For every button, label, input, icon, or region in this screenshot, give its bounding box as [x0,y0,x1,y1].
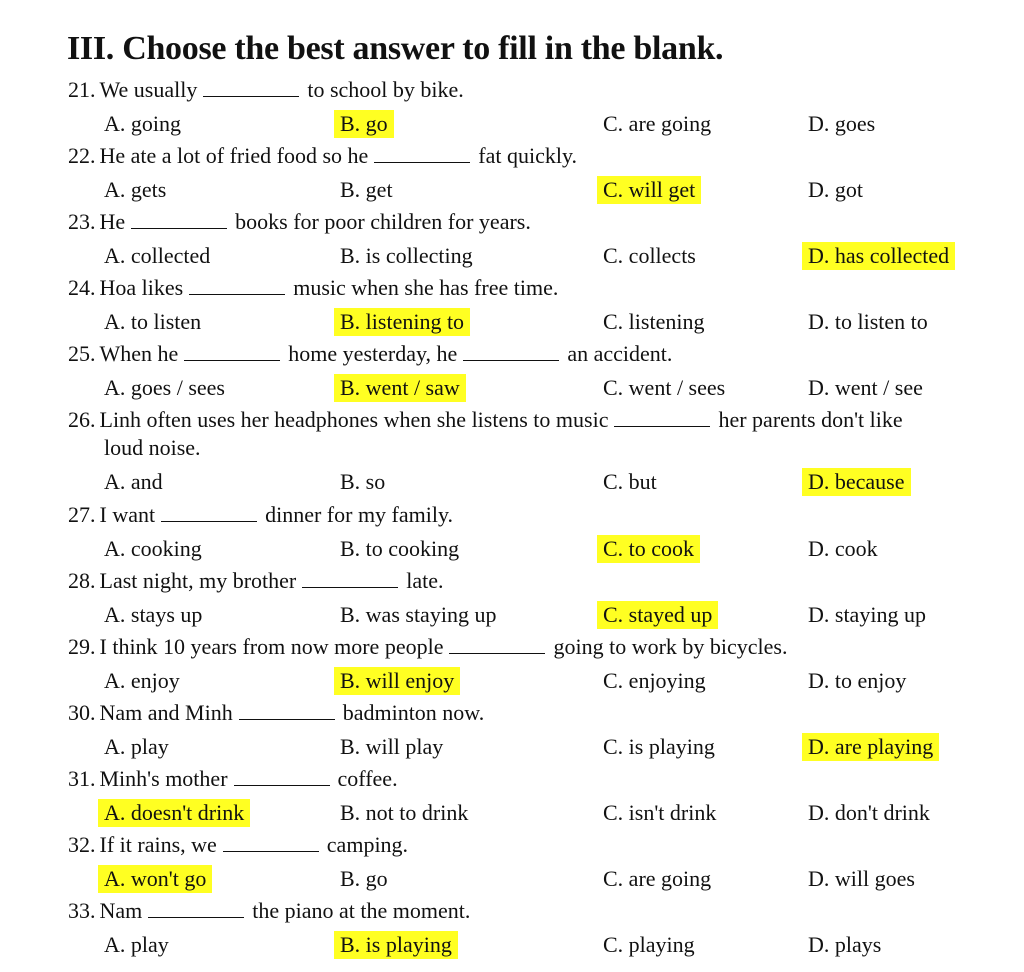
question-text-continuation: loud noise. [104,435,201,460]
question-text: to school by bike. [307,77,464,102]
answer-option: A. and [104,469,163,494]
answer-option: B. not to drink [340,800,469,825]
question-line [68,898,470,924]
question-text: Nam [99,898,143,923]
question-text: Minh's mother [99,766,228,791]
answer-blank [234,771,330,786]
answer-option: D. don't drink [808,800,930,825]
highlighted-answer-option: D. are playing [802,733,939,761]
answer-option: C. went / sees [603,375,726,400]
answer-blank [184,346,280,361]
question-text: an accident. [567,341,673,366]
question-line [68,407,903,433]
answer-option: D. got [808,177,863,202]
question-line [68,341,672,367]
answer-option: C. isn't drink [603,800,717,825]
question-text: badminton now. [342,700,485,725]
answer-option: A. stays up [104,602,203,627]
question-text: When he [99,341,179,366]
answer-option: B. will play [340,734,444,759]
question-number: 22. [68,143,96,168]
answer-option: D. will goes [808,866,915,891]
exercise-heading: III. Choose the best answer to fill in the blank. [67,30,724,67]
answer-option: D. staying up [808,602,926,627]
question-number: 29. [68,634,96,659]
answer-option: A. play [104,734,169,759]
question-text: I want [99,502,156,527]
answer-option: D. goes [808,111,876,136]
question-number: 27. [68,502,96,527]
question-line [68,766,398,792]
answer-option: B. go [340,866,388,891]
answer-blank [374,148,470,163]
question-line [68,700,484,726]
question-text: the piano at the moment. [252,898,471,923]
question-line [68,143,577,169]
question-number: 28. [68,568,96,593]
answer-option: D. cook [808,536,878,561]
question-text: Linh often uses her headphones when she listens to music [99,407,609,432]
answer-option: A. cooking [104,536,202,561]
question-number: 25. [68,341,96,366]
answer-option: D. to listen to [808,309,928,334]
answer-option: C. collects [603,243,696,268]
highlighted-answer-option: B. will enjoy [334,667,460,695]
highlighted-answer-option: A. won't go [98,865,212,893]
question-text: books for poor children for years. [235,209,531,234]
answer-option: A. collected [104,243,211,268]
question-text: If it rains, we [99,832,217,857]
highlighted-answer-option: B. is playing [334,931,458,959]
answer-blank [148,903,244,918]
answer-option: A. going [104,111,181,136]
answer-option: B. was staying up [340,602,497,627]
answer-option: C. enjoying [603,668,706,693]
answer-option: C. is playing [603,734,715,759]
highlighted-answer-option: D. has collected [802,242,955,270]
question-text: fat quickly. [478,143,578,168]
question-text: dinner for my family. [265,502,454,527]
answer-option: D. plays [808,932,882,957]
question-line [68,634,788,660]
answer-blank [203,82,299,97]
answer-blank [449,639,545,654]
question-number: 26. [68,407,96,432]
question-line [68,77,464,103]
question-line [68,832,408,858]
question-number: 31. [68,766,96,791]
answer-option: C. but [603,469,657,494]
answer-blank [161,507,257,522]
answer-option: A. enjoy [104,668,180,693]
answer-blank [463,346,559,361]
answer-blank [239,705,335,720]
question-text: Hoa likes [99,275,184,300]
answer-blank [302,573,398,588]
question-number: 33. [68,898,96,923]
answer-option: A. to listen [104,309,202,334]
question-text: Last night, my brother [99,568,297,593]
answer-blank [614,412,710,427]
highlighted-answer-option: D. because [802,468,911,496]
question-text: going to work by bicycles. [553,634,788,659]
question-number: 30. [68,700,96,725]
question-text: He [99,209,126,234]
question-text: late. [406,568,444,593]
answer-option: C. listening [603,309,705,334]
highlighted-answer-option: A. doesn't drink [98,799,250,827]
answer-blank [131,214,227,229]
answer-option: B. to cooking [340,536,460,561]
highlighted-answer-option: C. stayed up [597,601,718,629]
question-text: coffee. [337,766,398,791]
question-text: music when she has free time. [293,275,559,300]
answer-option: A. gets [104,177,167,202]
answer-blank [189,280,285,295]
highlighted-answer-option: B. go [334,110,394,138]
answer-option: A. play [104,932,169,957]
answer-blank [223,837,319,852]
question-number: 23. [68,209,96,234]
question-number: 32. [68,832,96,857]
highlighted-answer-option: C. will get [597,176,701,204]
answer-option: B. so [340,469,386,494]
answer-option: C. are going [603,866,712,891]
question-line [68,568,444,594]
question-text: I think 10 years from now more people [99,634,444,659]
question-text: home yesterday, he [288,341,458,366]
answer-option: B. get [340,177,393,202]
answer-option: A. goes / sees [104,375,225,400]
highlighted-answer-option: C. to cook [597,535,700,563]
question-text: Nam and Minh [99,700,233,725]
question-number: 24. [68,275,96,300]
answer-option: C. are going [603,111,712,136]
highlighted-answer-option: B. went / saw [334,374,466,402]
answer-option: B. is collecting [340,243,473,268]
answer-option: D. to enjoy [808,668,907,693]
question-line [68,209,531,235]
question-text: He ate a lot of fried food so he [99,143,369,168]
question-line [68,275,558,301]
question-number: 21. [68,77,96,102]
answer-option: D. went / see [808,375,923,400]
question-text: her parents don't like [718,407,903,432]
highlighted-answer-option: B. listening to [334,308,470,336]
answer-option: C. playing [603,932,695,957]
question-text: We usually [99,77,198,102]
question-text: camping. [326,832,409,857]
question-line [68,502,453,528]
